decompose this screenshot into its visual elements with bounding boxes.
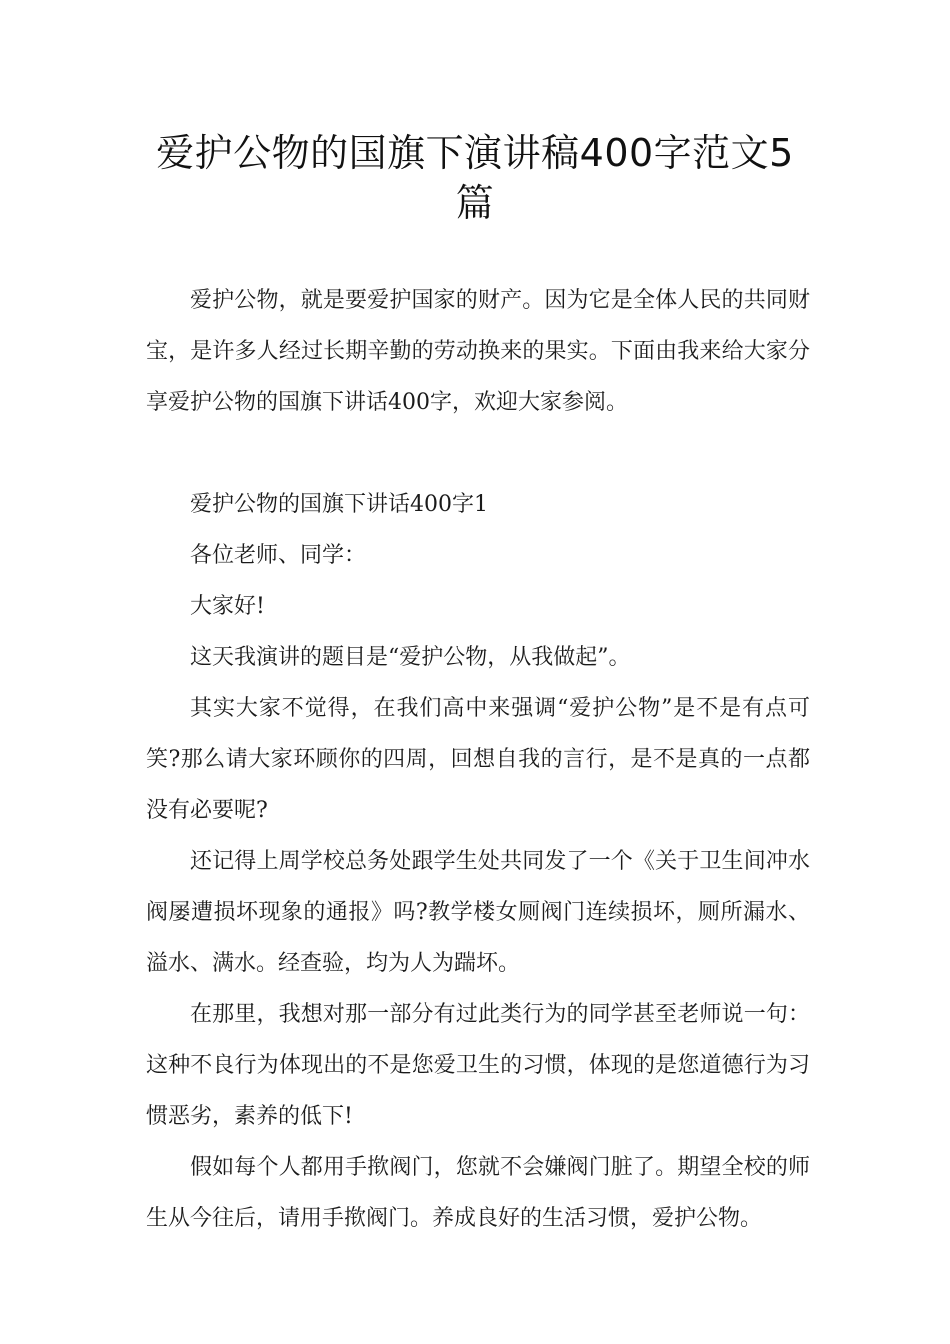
body-paragraph: 在那里，我想对那一部分有过此类行为的同学甚至老师说一句：这种不良行为体现出的不是您爱卫生的习惯，体现的是您道德行为习惯恶劣，素养的低下! [146, 1002, 810, 1129]
speech-topic: 这天我演讲的题目是“爱护公物，从我做起”。 [190, 645, 631, 670]
title-line-1: 爱护公物的国旗下演讲稿400字范文5 [156, 131, 794, 175]
section-heading: 爱护公物的国旗下讲话400字1 [190, 492, 488, 517]
salutation: 各位老师、同学： [190, 543, 367, 568]
body-paragraph: 还记得上周学校总务处跟学生处共同发了一个《关于卫生间冲水阀屡遭损坏现象的通报》吗?教学楼女厕阀门连续损坏，厕所漏水、溢水、满水。经查验，均为人为踹坏。 [146, 849, 810, 976]
body-paragraph: 其实大家不觉得，在我们高中来强调“爱护公物”是不是有点可笑?那么请大家环顾你的四周，回想自我的言行，是不是真的一点都没有必要呢? [146, 696, 810, 823]
document-title [100, 128, 850, 228]
title-line-2: 篇 [455, 181, 495, 225]
document-body [146, 275, 810, 1244]
body-paragraph: 假如每个人都用手揿阀门，您就不会嫌阀门脏了。期望全校的师生从今往后，请用手揿阀门。养成良好的生活习惯，爱护公物。 [146, 1155, 810, 1231]
greeting: 大家好! [190, 594, 265, 619]
intro-paragraph: 爱护公物，就是要爱护国家的财产。因为它是全体人民的共同财宝，是许多人经过长期辛勤的劳动换来的果实。下面由我来给大家分享爱护公物的国旗下讲话400字，欢迎大家参阅。 [146, 288, 810, 415]
paragraph-gap [146, 428, 810, 479]
